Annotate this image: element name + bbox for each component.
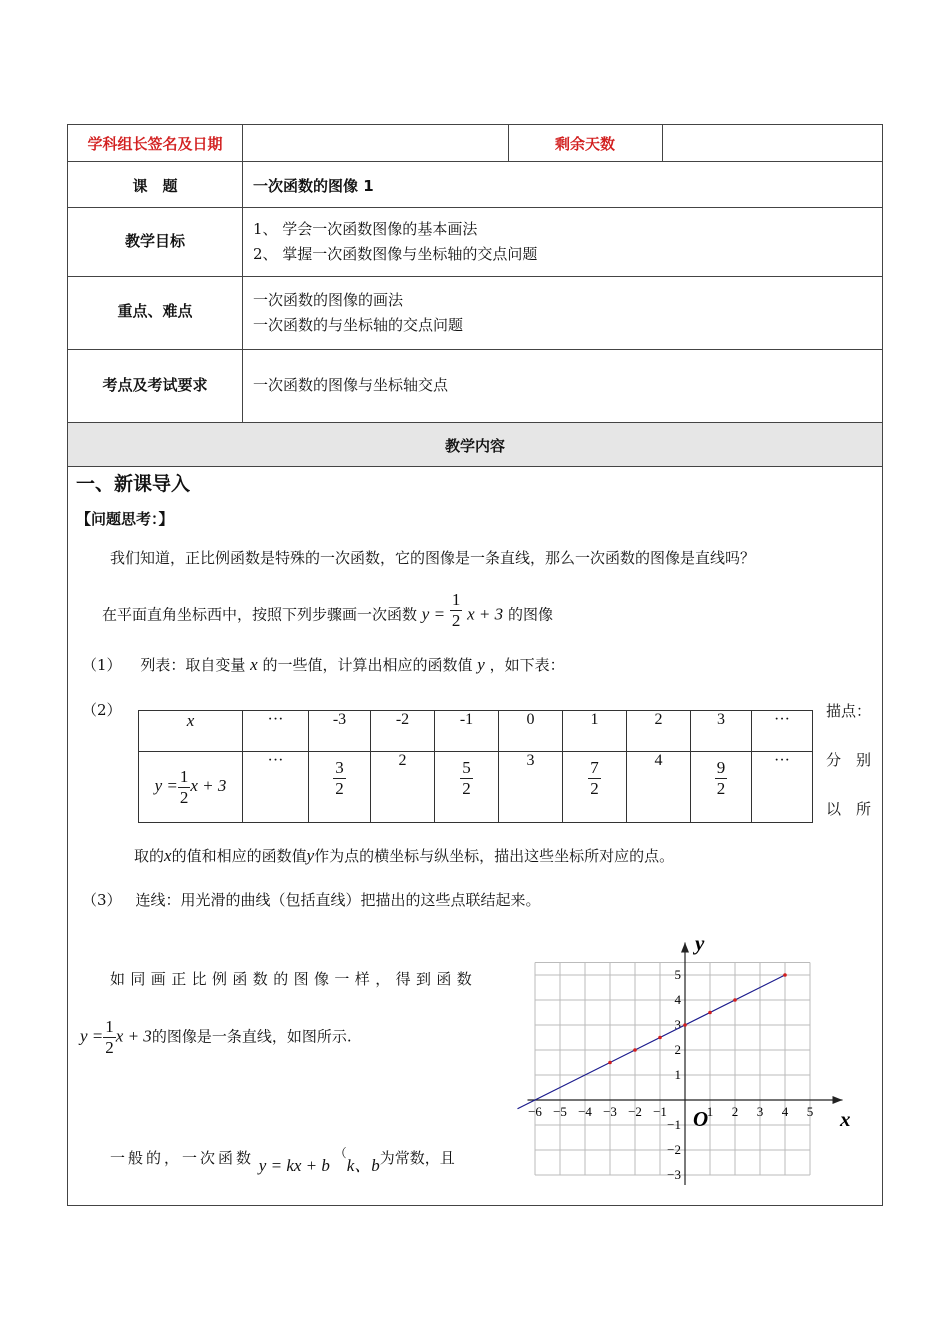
paragraph-conclusion-2	[80, 1017, 352, 1058]
fraction-half	[178, 767, 191, 808]
frac-num: 1	[451, 590, 461, 609]
table-cell: 2	[627, 711, 691, 752]
table-header-y	[139, 752, 243, 823]
goal-item: 1、 学会一次函数图像的基本画法	[253, 220, 478, 238]
goal-label: 教学目标	[124, 232, 185, 250]
section-title: 一、新课导入	[76, 473, 191, 495]
p2-post: 的图像	[507, 605, 553, 624]
frac-den: 2	[451, 611, 461, 630]
table-cell: ···	[752, 711, 813, 752]
y-tick-label: −2	[667, 1142, 681, 1157]
table-cell	[309, 752, 371, 823]
y-tick-label: 2	[674, 1042, 681, 1057]
plot-point	[608, 1061, 612, 1065]
row-divider	[67, 276, 883, 277]
frac-num: 9	[716, 758, 726, 777]
origin-label: O	[693, 1107, 709, 1131]
cell-fraction	[333, 758, 346, 799]
frac-num: 1	[179, 766, 189, 786]
table-cell	[691, 752, 752, 823]
y-tick-label: −3	[667, 1167, 681, 1182]
x-tick-label: −1	[653, 1104, 667, 1119]
table-cell: ···	[243, 711, 309, 752]
p4-b: 的图像是一条直线，如图所示.	[151, 1027, 352, 1046]
y-tick-label: 4	[674, 992, 681, 1007]
x-tick-label: −3	[603, 1104, 617, 1119]
step-2-continued	[134, 843, 674, 869]
signature-label: 学科组长签名及日期	[87, 135, 223, 153]
topic-value: 一次函数的图像 1	[253, 177, 374, 195]
row-divider	[67, 161, 883, 162]
step-2-side: 描点：	[826, 702, 872, 720]
table-cell: -1	[435, 711, 499, 752]
step-1-c: ，如下表：	[489, 656, 565, 674]
cell-fraction	[588, 758, 601, 799]
frac-num: 7	[590, 758, 599, 777]
table-cell: ···	[752, 752, 813, 823]
p5-a: 一般的，一次函数	[110, 1149, 255, 1167]
plot-point	[683, 1023, 687, 1027]
step-1	[82, 652, 565, 678]
exam-value: 一次函数的图像与坐标轴交点	[253, 376, 449, 394]
frac-den: 2	[716, 779, 726, 798]
table-cell: -3	[309, 711, 371, 752]
y-tick-label: 3	[674, 1017, 681, 1032]
paragraph-conclusion: 如同画正比例函数的图像一样，得到函数	[110, 970, 478, 988]
frac-den: 2	[590, 779, 599, 798]
fraction-half	[450, 590, 463, 631]
x-tick-label: 2	[731, 1104, 739, 1119]
x-tick-label: −4	[578, 1104, 592, 1119]
var-x: x	[250, 655, 258, 674]
paragraph-steps-intro	[102, 590, 553, 631]
frac-den: 2	[335, 779, 344, 798]
table-header-x-text: x	[186, 711, 195, 730]
x-axis-label: x	[840, 1107, 851, 1131]
table-cell	[435, 752, 499, 823]
table-cell: 4	[627, 752, 691, 823]
goal-item: 2、 掌握一次函数图像与坐标轴的交点问题	[253, 245, 538, 263]
value-table	[138, 710, 813, 823]
col-divider	[662, 124, 663, 161]
y-tick-label: −1	[667, 1117, 681, 1132]
step-2-side: 以 所	[826, 800, 872, 818]
frac-den: 2	[462, 779, 471, 798]
var-x: x	[164, 846, 172, 865]
cell-fraction	[460, 758, 473, 799]
y-tick-label: 5	[674, 967, 681, 982]
step-2-number: （2）	[82, 701, 122, 719]
p5-b: 为常数，且	[379, 1149, 455, 1167]
table-row-y	[139, 752, 813, 823]
step-2-cont-c: 作为点的横坐标与纵坐标，描出这些坐标所对应的点。	[314, 847, 675, 865]
plot-point	[733, 998, 737, 1002]
table-cell: -2	[371, 711, 435, 752]
general-equation: y = kx + b	[258, 1156, 330, 1175]
step-2-cont-a: 取的	[134, 847, 165, 865]
table-cell: 0	[499, 711, 563, 752]
col-divider	[242, 124, 243, 422]
exam-label: 考点及考试要求	[102, 376, 208, 394]
table-header-y-rhs: x + 3	[190, 775, 227, 795]
eq-lhs: y =	[421, 604, 446, 624]
plot-point	[633, 1048, 637, 1052]
plot-point	[783, 973, 787, 977]
function-line	[518, 975, 786, 1109]
frac-den: 2	[179, 787, 189, 807]
key-label: 重点、难点	[117, 302, 193, 320]
plot-point	[658, 1036, 662, 1040]
eq-rhs: x + 3	[115, 1026, 152, 1046]
x-tick-label: 3	[756, 1104, 764, 1119]
var-y: y	[477, 655, 485, 674]
table-cell: 1	[563, 711, 627, 752]
eq-rhs: x + 3	[467, 604, 504, 624]
x-axis-arrow	[833, 1096, 843, 1104]
paragraph-intro: 我们知道，正比例函数是特殊的一次函数，它的图像是一条直线，那么一次函数的图像是直线吗？	[110, 549, 756, 567]
step-3-text: 连线：用光滑的曲线（包括直线）把描出的这些点联结起来。	[135, 891, 541, 909]
days-label: 剩余天数	[554, 135, 615, 153]
table-cell	[563, 752, 627, 823]
p2-pre: 在平面直角坐标西中，按照下列步骤画一次函数	[102, 605, 418, 624]
paren: （	[334, 1146, 347, 1160]
row-divider	[67, 466, 883, 467]
y-tick-label: 1	[674, 1067, 681, 1082]
frac-num: 5	[462, 758, 471, 777]
step-1-b: 的一些值，计算出相应的函数值	[262, 656, 473, 674]
var-y: y	[306, 846, 315, 865]
table-header-x	[139, 711, 243, 752]
x-tick-label: −2	[628, 1104, 642, 1119]
table-cell: ···	[243, 752, 309, 823]
y-axis-label: y	[695, 935, 705, 955]
x-tick-label: −5	[553, 1104, 567, 1119]
frac-num: 1	[105, 1017, 114, 1036]
x-tick-label: 1	[706, 1104, 714, 1119]
table-row-x	[139, 711, 813, 752]
step-3-number: （3）	[82, 891, 122, 909]
y-axis-arrow	[681, 943, 689, 953]
step-1-number: （1）	[82, 656, 122, 674]
row-divider	[67, 349, 883, 350]
table-header-y-lhs: y =	[154, 775, 178, 795]
paragraph-general	[110, 1145, 455, 1175]
table-cell: 2	[371, 752, 435, 823]
step-2-side: 分 别	[826, 751, 872, 769]
step-3	[82, 888, 541, 913]
frac-den: 2	[105, 1038, 114, 1057]
table-cell: 3	[499, 752, 563, 823]
plot-point	[708, 1011, 712, 1015]
eq-lhs: y =	[80, 1026, 104, 1046]
key-item: 一次函数的与坐标轴的交点问题	[253, 316, 464, 334]
cell-fraction	[715, 758, 728, 799]
key-item: 一次函数的图像的画法	[253, 291, 404, 309]
frac-num: 3	[335, 758, 344, 777]
constants-kb: k、b	[346, 1156, 380, 1175]
step-1-a: 列表：取自变量	[140, 656, 246, 674]
x-tick-label: 4	[781, 1104, 789, 1119]
linear-function-graph	[500, 935, 860, 1205]
table-cell: 3	[691, 711, 752, 752]
row-divider	[67, 207, 883, 208]
content-label: 教学内容	[444, 437, 505, 455]
topic-label: 课 题	[132, 177, 178, 195]
fraction-half	[103, 1017, 116, 1058]
step-2-cont-b: 的值和相应的函数值	[171, 847, 307, 865]
x-tick-label: −6	[528, 1104, 542, 1119]
x-tick-label: 5	[806, 1104, 814, 1119]
question-label: 【问题思考：】	[76, 510, 174, 528]
